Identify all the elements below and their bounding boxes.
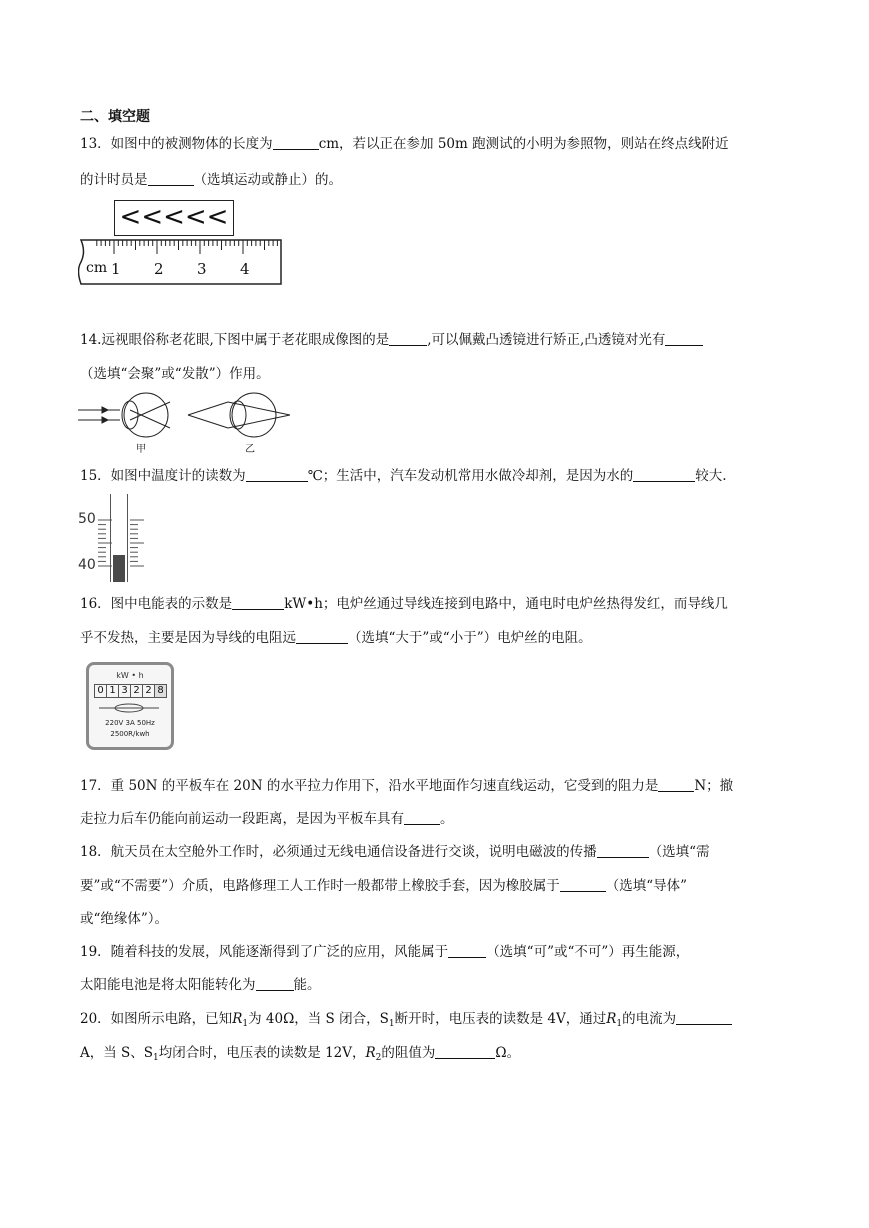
q15-blank-property[interactable] (633, 467, 695, 482)
q14-blank-figure[interactable] (389, 331, 427, 346)
q16-text-b: kW•h；电炉丝通过导线连接到电路中，通电时电炉丝热得发红，而导线几 (284, 596, 728, 612)
q20-text-b: 为 40Ω，当 S 闭合，S (248, 1011, 389, 1027)
q18-text-a: 18．航天员在太空舱外工作时，必须通过无线电通信设备进行交谈，说明电磁波的传播 (80, 844, 597, 860)
q18-blank-material[interactable] (560, 877, 606, 892)
question-14-line-2 (80, 364, 270, 384)
question-16-line-1 (80, 594, 728, 614)
q16-text-c: 乎不发热，主要是因为导线的电阻远 (80, 630, 296, 646)
question-20-line-1 (80, 1009, 732, 1034)
meter-disc-icon (89, 701, 171, 715)
q20-s1-sub: 1 (388, 1019, 395, 1029)
ruler-unit: cm (86, 260, 108, 276)
energy-meter-display (94, 684, 167, 698)
q18-text-b: （选填“需 (648, 844, 710, 860)
energy-meter (86, 662, 174, 750)
q13-blank-motion[interactable] (148, 171, 194, 186)
eye-diagrams (78, 390, 293, 456)
q20-text-e: 均闭合时，电压表的读数是 12V， (158, 1045, 366, 1061)
thermometer-figure (78, 494, 178, 584)
q19-text-c: 太阳能电池是将太阳能转化为 (80, 977, 256, 993)
q20-r1-symbol: R (232, 1011, 243, 1027)
q20-blank-current[interactable] (676, 1010, 732, 1025)
q20-r2-sub: 2 (375, 1053, 382, 1063)
thermometer-ticks-svg (78, 494, 178, 584)
q17-text-c: 走拉力后车仍能向前运动一段距离，是因为平板车具有 (80, 811, 404, 827)
ruler-tick-label-3: 3 (197, 260, 207, 278)
q19-text-b: （选填“可”或“不可”）再生能源， (486, 944, 690, 960)
q17-blank-force[interactable] (658, 777, 694, 792)
q20-r1-symbol-2: R (606, 1011, 617, 1027)
q16-blank-reading[interactable] (232, 595, 284, 610)
meter-digit: 3 (119, 685, 131, 697)
q20-text-a: 20．如图所示电路，已知 (80, 1011, 233, 1027)
q19-text-a: 19．随着科技的发展，风能逐渐得到了广泛的应用，风能属于 (80, 944, 449, 960)
question-17-line-2 (80, 809, 454, 829)
q17-text-d: 。 (440, 811, 454, 827)
ruler-tick-label-2: 2 (154, 260, 164, 278)
question-13-line-1 (80, 134, 729, 154)
q20-blank-resistance[interactable] (435, 1044, 495, 1059)
question-19-line-1 (80, 942, 689, 962)
question-14-line-1 (80, 330, 703, 350)
meter-spec-2: 2500R/kwh (110, 730, 150, 738)
question-15-line-1 (80, 466, 727, 486)
q16-text-d: （选填“大于”或“小于”）电炉丝的电阻。 (348, 630, 592, 646)
q20-text-g: Ω。 (495, 1045, 521, 1061)
q19-blank-renewable[interactable] (448, 943, 486, 958)
q15-text-b: ℃；生活中，汽车发动机常用水做冷却剂，是因为水的 (307, 468, 634, 484)
question-20-line-2 (80, 1043, 520, 1068)
energy-meter-unit: kW • h (116, 671, 144, 680)
q20-text-f: 的阻值为 (381, 1045, 436, 1061)
q18-blank-medium[interactable] (597, 843, 649, 858)
question-18-line-3 (80, 909, 168, 929)
meter-digit: 1 (107, 685, 119, 697)
question-13-line-2 (80, 170, 342, 190)
q16-text-a: 16．图中电能表的示数是 (80, 596, 233, 612)
q14-text-b: ,可以佩戴凸透镜进行矫正,凸透镜对光有 (427, 332, 666, 348)
measured-block: <<<<< (114, 200, 234, 236)
question-18-line-1 (80, 842, 710, 862)
q18-text-c: 要”或“不需要”）介质，电路修理工人工作时一般都带上橡胶手套，因为橡胶属于 (80, 878, 560, 894)
q17-blank-inertia[interactable] (404, 810, 440, 825)
q20-text-connector: 的电流为 (622, 1011, 677, 1027)
q13-text-b: cm，若以正在参加 50m 跑测试的小明为参照物，则站在终点线附近 (318, 136, 729, 152)
ruler-svg (78, 200, 283, 288)
meter-digit: 2 (131, 685, 143, 697)
meter-digit: 2 (143, 685, 155, 697)
q20-text-c: 断开时，电压表的读数是 4V，通过 (394, 1011, 607, 1027)
q16-blank-compare[interactable] (296, 629, 348, 644)
meter-spec-1: 220V 3A 50Hz (105, 719, 155, 727)
q13-text-a: 13．如图中的被测物体的长度为 (80, 136, 273, 152)
eye-label-right: 乙 (245, 444, 255, 455)
q13-text-c: 的计时员是 (80, 172, 148, 188)
q14-text-c: （选填“会聚”或“发散”）作用。 (80, 366, 270, 382)
q18-text-d: （选填“导体” (605, 878, 688, 894)
q14-text-a: 14.远视眼俗称老花眼,下图中属于老花眼成像图的是 (80, 332, 390, 348)
q20-r1-sub: 1 (242, 1019, 249, 1029)
ruler-figure (78, 200, 283, 288)
q13-text-d: （选填运动或静止）的。 (193, 172, 342, 188)
q19-blank-energy[interactable] (256, 976, 294, 991)
q15-text-c: 较大. (695, 468, 727, 484)
q20-text-d: A，当 S、S (80, 1045, 154, 1061)
question-18-line-2 (80, 876, 687, 896)
q13-blank-length[interactable] (273, 135, 319, 150)
q15-blank-reading[interactable] (246, 467, 308, 482)
question-19-line-2 (80, 975, 321, 995)
q15-text-a: 15．如图中温度计的读数为 (80, 468, 246, 484)
q17-text-a: 17．重 50N 的平板车在 20N 的水平拉力作用下，沿水平地面作匀速直线运动，它受到的阻力是 (80, 778, 659, 794)
q20-r1-sub-2: 1 (616, 1019, 623, 1029)
eye-diagrams-svg (78, 390, 293, 440)
thermometer-label-40: 40 (78, 557, 96, 573)
ruler-tick-label-1: 1 (111, 260, 121, 278)
ruler-tick-label-4: 4 (240, 260, 250, 278)
q14-blank-effect[interactable] (665, 331, 703, 346)
q17-text-b: N；撤 (694, 778, 734, 794)
thermometer-label-50: 50 (78, 511, 96, 527)
question-17-line-1 (80, 776, 733, 796)
q20-r2-symbol: R (365, 1045, 376, 1061)
question-16-line-2 (80, 628, 592, 648)
eye-label-left: 甲 (136, 444, 146, 455)
q18-text-e: 或“绝缘体”）。 (80, 911, 169, 927)
q20-s1-sub-2: 1 (153, 1053, 159, 1063)
meter-digit-decimal: 8 (155, 685, 166, 697)
q19-text-d: 能。 (293, 977, 321, 993)
meter-digit: 0 (95, 685, 107, 697)
section-title: 二、填空题 (80, 109, 150, 125)
